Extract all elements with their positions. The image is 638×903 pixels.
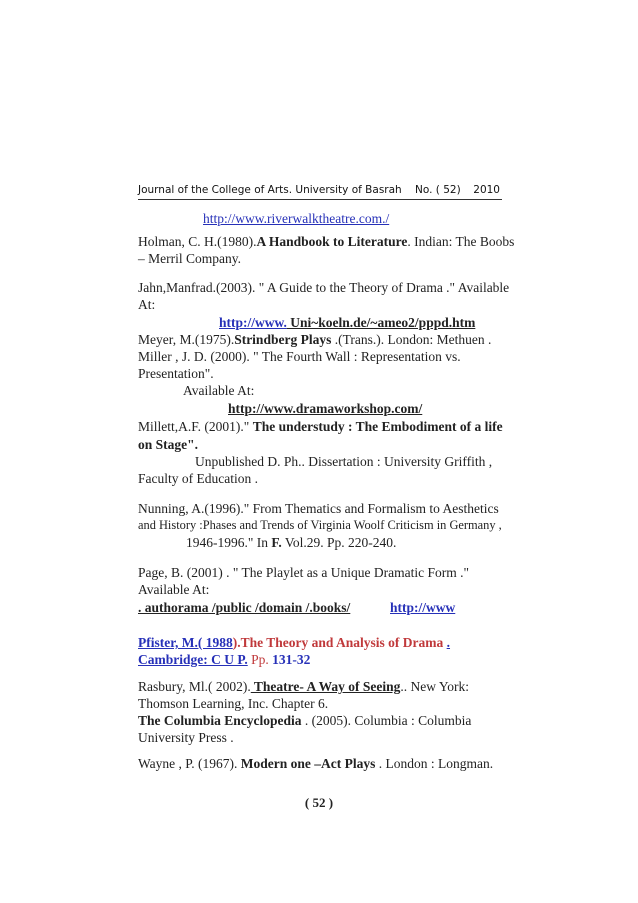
issue-year: 2010 <box>473 184 500 196</box>
reference-meyer: Meyer, M.(1975).Strindberg Plays .(Trans.). London: Methuen . <box>138 332 492 347</box>
reference-holman-cont: – Merril Company. <box>138 251 241 266</box>
reference-miller-available: Available At: <box>183 383 255 398</box>
reference-miller-cont: Presentation". <box>138 366 214 381</box>
running-header <box>138 184 502 200</box>
reference-jahn-cont: At: <box>138 297 156 312</box>
page-number: ( 52 ) <box>304 795 334 810</box>
reference-pfister: Pfister, M.( 1988).The Theory and Analysis of Drama . <box>138 635 451 650</box>
reference-page-links <box>138 599 456 616</box>
journal-title: Journal of the College of Arts. University of Basrah <box>138 184 402 196</box>
www-link[interactable]: http://www <box>390 600 456 615</box>
authorama-link[interactable]: . authorama /public /domain /.books/ <box>138 600 351 615</box>
reference-columbia: The Columbia Encyclopedia . (2005). Columbia : Columbia <box>138 713 472 728</box>
dramaworkshop-link[interactable]: http://www.dramaworkshop.com/ <box>228 401 423 416</box>
reference-millett-cont: on Stage". <box>138 437 198 452</box>
issue-number: No. ( 52) <box>415 184 461 196</box>
reference-nunning-volume: 1946-1996." In F. Vol.29. Pp. 220-240. <box>186 535 397 550</box>
reference-millett-faculty: Faculty of Education . <box>138 471 258 486</box>
reference-wayne: Wayne , P. (1967). Modern one –Act Plays . London : Longman. <box>138 756 494 771</box>
reference-rasbury: Rasbury, Ml.( 2002). Theatre- A Way of Seeing.. New York: <box>138 679 470 694</box>
reference-millett-dissertation: Unpublished D. Ph.. Dissertation : University Griffith , <box>195 454 493 469</box>
reference-millett: Millett,A.F. (2001)." The understudy : The Embodiment of a life <box>138 419 503 434</box>
reference-rasbury-cont: Thomson Learning, Inc. Chapter 6. <box>138 696 329 711</box>
reference-columbia-cont: University Press . <box>138 730 234 745</box>
reference-holman: Holman, C. H.(1980).A Handbook to Literature. Indian: The Boobs <box>138 234 515 249</box>
reference-page-available: Available At: <box>138 582 210 597</box>
reference-jahn: Jahn,Manfrad.(2003). " A Guide to the Theory of Drama ." Available <box>138 280 510 295</box>
reference-nunning-cont: and History :Phases and Trends of Virginia Woolf Criticism in Germany , <box>138 518 502 532</box>
reference-pfister-cont: Cambridge: C U P. Pp. 131-32 <box>138 652 311 667</box>
reference-page: Page, B. (2001) . " The Playlet as a Unique Dramatic Form ." <box>138 565 469 580</box>
reference-miller: Miller , J. D. (2000). " The Fourth Wall : Representation vs. <box>138 349 461 364</box>
riverwalk-link[interactable]: http://www.riverwalktheatre.com./ <box>203 211 390 226</box>
jahn-link[interactable]: http://www. Uni~koeln.de/~ameo2/pppd.htm <box>219 315 476 330</box>
reference-nunning: Nunning, A.(1996)." From Thematics and Formalism to Aesthetics <box>138 501 499 516</box>
